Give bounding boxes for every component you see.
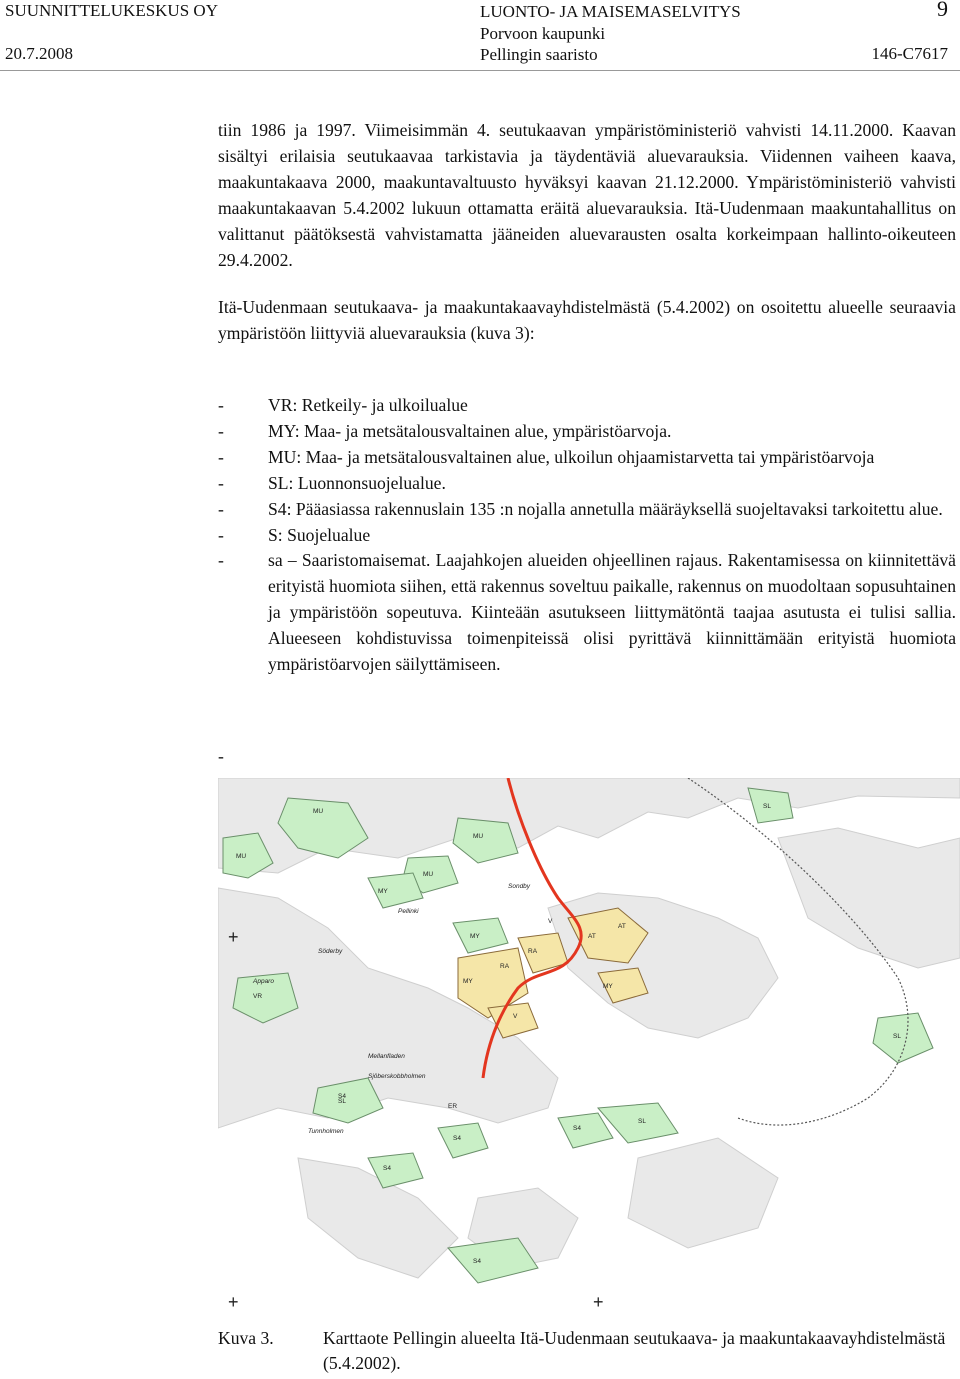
svg-text:AT: AT	[588, 933, 596, 940]
header-divider	[0, 70, 960, 71]
report-date: 20.7.2008	[5, 44, 73, 63]
report-title: LUONTO- JA MAISEMASELVITYS	[480, 2, 741, 21]
trailing-dash: -	[218, 746, 224, 766]
svg-text:V: V	[548, 918, 553, 925]
svg-text:MU: MU	[423, 871, 434, 878]
svg-text:+: +	[228, 927, 239, 947]
svg-text:MY: MY	[603, 983, 613, 990]
svg-text:MU: MU	[473, 833, 484, 840]
svg-text:Mellanfladen: Mellanfladen	[368, 1053, 405, 1060]
svg-text:SL: SL	[893, 1033, 901, 1040]
svg-text:Apparo: Apparo	[253, 978, 274, 985]
list-item: - sa – Saaristomaisemat. Laajahkojen alueiden ohjeellinen rajaus. Rakentamisessa on kiinnitettävä erityistä huomiota siihen, että rakennus soveltuu paikalle, rakennus on muodoltaan sopusuhtainen ja ympäristöön sopeutuva. Kiinteään asutukseen liittymätöntä taajaa asutusta ei tulisi sallia. Alueeseen kohdistuvissa toimenpiteissä olisi pyrittävä kiinnittämään erityistä huomiota ympäristöarvojen säilyttämiseen.	[218, 550, 956, 675]
header-center	[480, 1, 780, 66]
svg-text:SL: SL	[338, 1098, 346, 1105]
area-name: Pellingin saaristo	[480, 45, 598, 64]
figure-label: Kuva 3.	[218, 1328, 274, 1348]
svg-text:MY: MY	[470, 933, 480, 940]
project-code: 146-C7617	[871, 44, 948, 63]
company-name: SUUNNITTELUKESKUS OY	[5, 1, 218, 20]
svg-text:Sondby: Sondby	[508, 883, 531, 890]
paragraph-plan-history: tiin 1986 ja 1997. Viimeisimmän 4. seutukaavan ympäristöministeriö vahvisti 14.11.2000. Kaavan sisältyi erilaisia seutukaavaa tarkistavia ja täydentäviä aluevarauksia. Viidennen vaiheen kaava, maakuntakaava 2000, maakuntavaltuusto hyväksyi kaavan 21.12.2000. Ympäristöministeriö vahvisti maakuntakaavan 5.4.2002 lukuun ottamatta eräitä aluevarauksia. Itä-Uudenmaan maakuntahallitus on valittanut päätöksestä vahvistamatta jääneiden aluevarausten osalta korkeimpaan hallinto-oikeuteen 29.4.2002.	[218, 120, 956, 270]
svg-text:SL: SL	[638, 1118, 646, 1125]
svg-text:+: +	[228, 1292, 239, 1312]
svg-text:+: +	[593, 1292, 604, 1312]
list-dash: -	[218, 420, 224, 441]
list-dash: -	[218, 498, 224, 519]
svg-text:S4: S4	[453, 1135, 461, 1142]
list-dash: -	[218, 472, 224, 493]
svg-text:ER: ER	[448, 1103, 458, 1110]
svg-text:MU: MU	[236, 853, 247, 860]
list-item: - VR: Retkeily- ja ulkoilualue	[218, 393, 956, 419]
svg-text:V: V	[513, 1013, 518, 1020]
city-name: Porvoon kaupunki	[480, 23, 606, 43]
svg-text:MY: MY	[463, 978, 473, 985]
paragraph-plan-reservations: Itä-Uudenmaan seutukaava- ja maakuntakaavayhdistelmästä (5.4.2002) on osoitettu alueelle seuraavia ympäristöön liittyviä aluevarauksia (kuva 3):	[218, 297, 956, 344]
list-item: - S: Suojelualue	[218, 523, 956, 549]
svg-text:RA: RA	[500, 963, 510, 970]
svg-text:RA: RA	[528, 948, 538, 955]
list-item: - MY: Maa- ja metsätalousvaltainen alue, ympäristöarvoja.	[218, 419, 956, 445]
figure-caption: Karttaote Pellingin alueelta Itä-Uudenmaan seutukaava- ja maakuntakaavayhdistelmästä (5.4.2002).	[323, 1328, 946, 1373]
svg-text:S4: S4	[338, 1093, 346, 1100]
list-dash: -	[218, 550, 224, 571]
svg-text:Tunnholmen: Tunnholmen	[308, 1128, 344, 1135]
svg-text:S4: S4	[573, 1125, 581, 1132]
svg-text:MU: MU	[313, 808, 324, 815]
list-item: - S4: Pääasiassa rakennuslain 135 :n nojalla annetulla määräyksellä suojeltavaksi tarkoitettu alue.	[218, 497, 956, 523]
svg-text:Sjöberskobbholmen: Sjöberskobbholmen	[368, 1073, 426, 1080]
svg-text:MY: MY	[378, 888, 388, 895]
page-number: 9	[937, 0, 948, 21]
list-item: - SL: Luonnonsuojelualue.	[218, 471, 956, 497]
svg-text:S4: S4	[473, 1258, 481, 1265]
regional-plan-map	[218, 778, 960, 1326]
svg-text:VR: VR	[253, 993, 263, 1000]
reservation-list	[218, 393, 956, 678]
list-dash: -	[218, 446, 224, 467]
svg-text:SL: SL	[763, 803, 771, 810]
list-item: - MU: Maa- ja metsätalousvaltainen alue, ulkoilun ohjaamistarvetta tai ympäristöarvoja	[218, 445, 956, 471]
body-text	[218, 118, 956, 347]
list-dash: -	[218, 395, 224, 415]
list-dash: -	[218, 524, 224, 545]
svg-text:AT: AT	[618, 923, 626, 930]
svg-text:S4: S4	[383, 1165, 391, 1172]
svg-text:Söderby: Söderby	[318, 948, 343, 955]
svg-text:Pellinki: Pellinki	[398, 908, 419, 915]
